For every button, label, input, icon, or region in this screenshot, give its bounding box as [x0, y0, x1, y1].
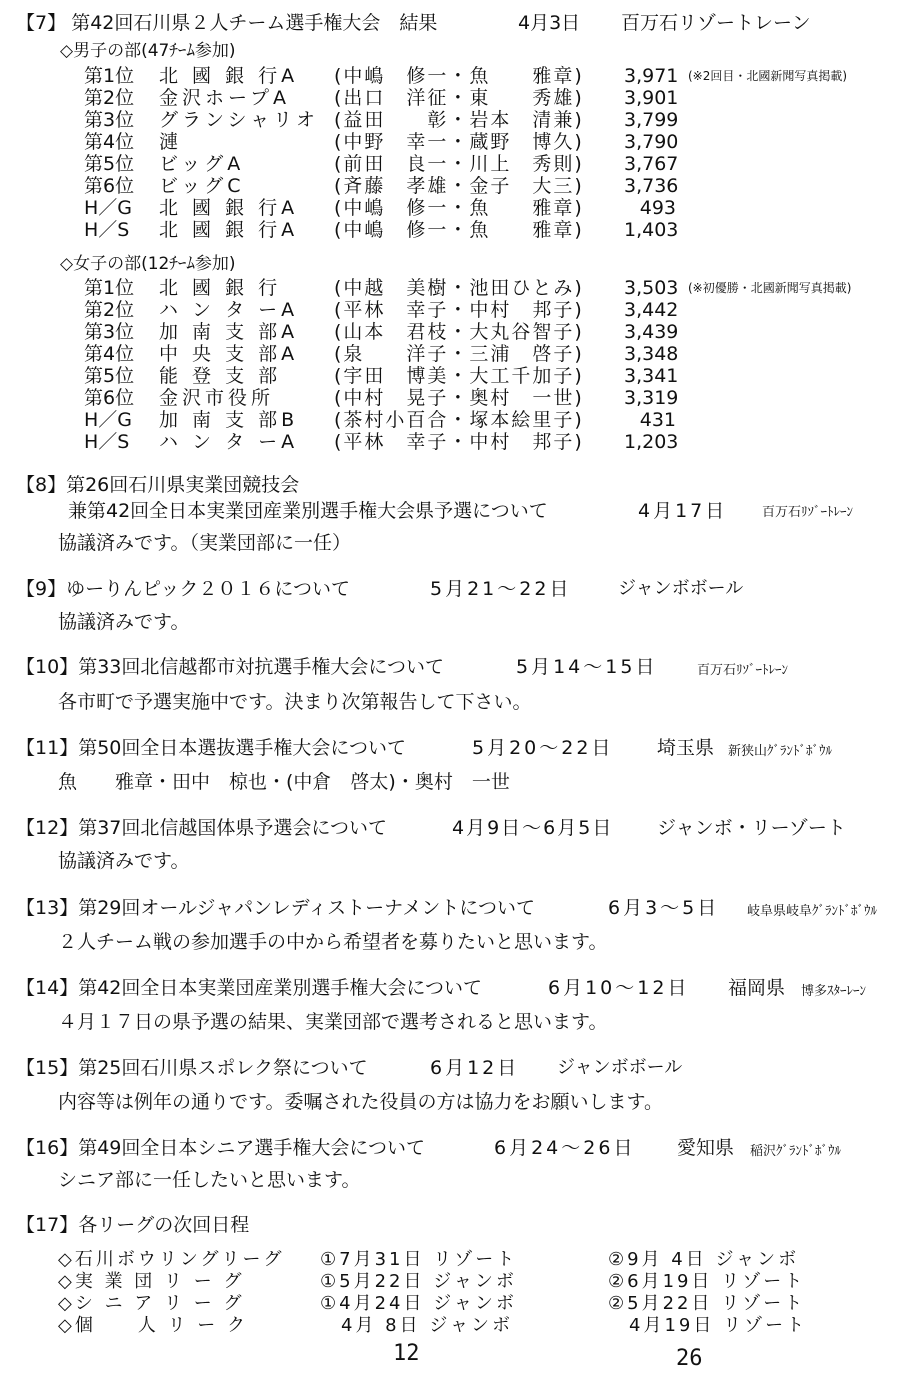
result-players: (益田 彰・岩本 清兼): [334, 109, 584, 131]
section-10-number: 【10】: [16, 656, 79, 678]
section-14-body: ４月１７日の県予選の結果、実業団部で選考されると思います。: [58, 1011, 608, 1033]
section-7-venue: 百万石リゾートレーン: [621, 12, 811, 34]
result-players: (出口 洋征・東 秀雄): [334, 87, 584, 109]
section-16-date: 6月24～26日: [494, 1137, 636, 1159]
section-8: [16, 474, 299, 496]
result-players: (平林 幸子・中村 邦子): [334, 299, 584, 321]
section-17: [16, 1214, 249, 1236]
league-second-date: ②6月19日 リゾート: [608, 1271, 806, 1292]
result-team: 金沢市役所: [159, 387, 275, 409]
result-score: 3,439: [624, 321, 679, 343]
section-7-title: 第42回石川県２人チーム選手権大会 結果: [71, 12, 438, 34]
section-13: [16, 897, 535, 919]
section-14-venue: 博多ｽﾀｰﾚｰﾝ: [801, 984, 867, 999]
page-number-right: 26: [676, 1346, 703, 1371]
result-score: 3,442: [624, 299, 679, 321]
section-11-number: 【11】: [16, 737, 79, 759]
result-players: (斉藤 孝雄・金子 大三): [334, 175, 584, 197]
result-score: 3,971: [624, 65, 679, 87]
result-score: 3,799: [624, 109, 679, 131]
section-10-venue: 百万石ﾘｿﾞｰﾄﾚｰﾝ: [697, 663, 789, 678]
section-11: [16, 737, 406, 759]
section-12-title: 第37回北信越国体県予選会について: [78, 817, 387, 839]
section-16-number: 【16】: [16, 1137, 79, 1159]
result-score: 1,403: [624, 219, 679, 241]
page-number-left: 12: [393, 1341, 420, 1366]
section-15-number: 【15】: [16, 1057, 79, 1079]
result-rank: H／S: [84, 431, 130, 453]
result-team: 北 國 銀 行A: [159, 197, 299, 219]
league-first-date: ①5月22日 ジャンボ: [320, 1271, 517, 1292]
result-players: (前田 良一・川上 秀則): [334, 153, 584, 175]
result-rank: 第2位: [84, 87, 135, 109]
section-12-date: 4月9日～6月5日: [452, 817, 614, 839]
section-16-title: 第49回全日本シニア選手権大会について: [78, 1137, 425, 1159]
result-team: 北 國 銀 行A: [159, 65, 299, 87]
section-17-title: 各リーグの次回日程: [78, 1214, 250, 1236]
result-rank: 第4位: [84, 343, 135, 365]
section-8-date: 4月17日: [638, 500, 728, 522]
result-players: (平林 幸子・中村 邦子): [334, 431, 584, 453]
section-11-date: 5月20～22日: [472, 737, 614, 759]
league-name: ◇実 業 団 リ ー グ: [58, 1271, 245, 1292]
section-16: [16, 1137, 425, 1159]
section-16-venue: 稲沢ｸﾞﾗﾝﾄﾞﾎﾞｳﾙ: [750, 1144, 842, 1159]
result-score: 431: [639, 409, 676, 431]
section-14-pref: 福岡県: [728, 977, 786, 999]
league-second-date: ②9月 4日 ジャンボ: [608, 1249, 800, 1270]
section-15-body: 内容等は例年の通りです。委嘱された役員の方は協力をお願いします。: [58, 1091, 663, 1113]
section-10-date: 5月14～15日: [516, 656, 658, 678]
section-13-number: 【13】: [16, 897, 79, 919]
section-14: [16, 977, 482, 999]
section-14-title: 第42回全日本実業団産業別選手権大会について: [78, 977, 482, 999]
section-9: [16, 578, 350, 600]
result-team: 金沢ホープA: [159, 87, 291, 109]
result-players: (茶村小百合・塚本絵里子): [334, 409, 584, 431]
result-players: (中嶋 修一・魚 雅章): [334, 219, 584, 241]
section-13-date: 6月3～5日: [608, 897, 720, 919]
section-12-number: 【12】: [16, 817, 79, 839]
league-name: ◇シ ニ ア リ ー グ: [58, 1293, 245, 1314]
section-11-pref: 埼玉県: [657, 737, 715, 759]
section-15: [16, 1057, 368, 1079]
league-first-date: 4月 8日 ジャンボ: [320, 1315, 513, 1336]
section-12-body: 協議済みです。: [58, 850, 190, 872]
league-first-date: ①7月31日 リゾート: [320, 1249, 518, 1270]
section-13-title: 第29回オールジャパンレディストーナメントについて: [78, 897, 535, 919]
result-team: 北 國 銀 行: [159, 277, 282, 299]
result-score: 3,790: [624, 131, 679, 153]
result-rank: 第4位: [84, 131, 135, 153]
section-8-number: 【8】: [16, 474, 67, 496]
result-team: ハ ン タ ーA: [159, 431, 299, 453]
result-score: 3,503: [624, 277, 679, 299]
result-score: 3,341: [624, 365, 679, 387]
section-11-title: 第50回全日本選抜選手権大会について: [78, 737, 406, 759]
section-7-date: 4月3日: [518, 12, 581, 34]
section-10-title: 第33回北信越都市対抗選手権大会について: [78, 656, 444, 678]
section-10: [16, 656, 444, 678]
result-score: 3,767: [624, 153, 679, 175]
result-score: 3,319: [624, 387, 679, 409]
result-rank: 第6位: [84, 387, 135, 409]
result-team: ビッグA: [159, 153, 245, 175]
women-header: ◇女子の部(12ﾁｰﾑ参加): [60, 254, 236, 274]
section-11-body: 魚 雅章・田中 椋也・(中倉 啓太)・奥村 一世: [58, 771, 510, 793]
result-rank: 第3位: [84, 321, 135, 343]
result-score: 493: [639, 197, 676, 219]
section-8-venue: 百万石ﾘｿﾞｰﾄﾚｰﾝ: [762, 505, 854, 520]
result-rank: 第5位: [84, 153, 135, 175]
result-rank: H／S: [84, 219, 130, 241]
result-team: 中 央 支 部A: [159, 343, 299, 365]
section-10-body: 各市町で予選実施中です。決まり次第報告して下さい。: [58, 691, 532, 713]
result-team: 北 國 銀 行A: [159, 219, 299, 241]
league-second-date: 4月19日 リゾート: [608, 1315, 808, 1336]
section-9-number: 【9】: [16, 578, 67, 600]
result-score: 3,736: [624, 175, 679, 197]
section-7-number: 【7】: [16, 12, 67, 34]
result-team: 能 登 支 部: [159, 365, 282, 387]
result-score: 3,901: [624, 87, 679, 109]
section-9-date: 5月21～22日: [430, 578, 572, 600]
result-players: (中嶋 修一・魚 雅章): [334, 197, 584, 219]
result-rank: 第1位: [84, 65, 135, 87]
section-12: [16, 817, 387, 839]
result-rank: 第5位: [84, 365, 135, 387]
section-12-venue: ジャンボ・リーゾート: [657, 817, 846, 839]
section-11-venue: 新狭山ｸﾞﾗﾝﾄﾞﾎﾞｳﾙ: [728, 744, 833, 759]
section-9-venue: ジャンボボール: [618, 578, 744, 599]
result-players: (中越 美樹・池田ひとみ): [334, 277, 584, 299]
section-8-title: 第26回石川県実業団競技会: [66, 474, 300, 496]
league-first-date: ①4月24日 ジャンボ: [320, 1293, 517, 1314]
result-players: (中嶋 修一・魚 雅章): [334, 65, 584, 87]
result-players: (宇田 博美・大工千加子): [334, 365, 584, 387]
result-team: 加 南 支 部A: [159, 321, 299, 343]
league-name: ◇個 人 リ ー ク: [58, 1315, 249, 1336]
result-team: グランシャリオ: [159, 109, 319, 131]
result-score: 1,203: [624, 431, 679, 453]
men-header: ◇男子の部(47ﾁｰﾑ参加): [60, 41, 236, 61]
result-team: 加 南 支 部B: [159, 409, 299, 431]
result-rank: 第6位: [84, 175, 135, 197]
result-team: ビッグC: [159, 175, 245, 197]
section-13-venue: 岐阜県岐阜ｸﾞﾗﾝﾄﾞﾎﾞｳﾙ: [747, 904, 878, 919]
result-players: (中村 晃子・奥村 一世): [334, 387, 584, 409]
section-15-date: 6月12日: [430, 1057, 520, 1079]
result-team: ハ ン タ ーA: [159, 299, 299, 321]
section-16-body: シニア部に一任したいと思います。: [58, 1169, 361, 1191]
result-note: (※初優勝・北國新聞写真掲載): [688, 281, 852, 295]
result-players: (山本 君枝・大丸谷智子): [334, 321, 584, 343]
result-score: 3,348: [624, 343, 679, 365]
section-17-number: 【17】: [16, 1214, 79, 1236]
section-15-title: 第25回石川県スポレク祭について: [78, 1057, 368, 1079]
result-note: (※2回目・北國新聞写真掲載): [688, 69, 848, 83]
section-16-pref: 愛知県: [677, 1137, 735, 1159]
result-rank: 第3位: [84, 109, 135, 131]
league-second-date: ②5月22日 リゾート: [608, 1293, 806, 1314]
result-players: (泉 洋子・三浦 啓子): [334, 343, 584, 365]
section-9-title: ゆーりんピック２０１６について: [66, 578, 350, 600]
section-9-body: 協議済みです。: [58, 611, 190, 633]
result-players: (中野 幸一・蔵野 博久): [334, 131, 584, 153]
section-8-subtitle: 兼第42回全日本実業団産業別選手権大会県予選について: [68, 500, 548, 522]
section-14-date: 6月10～12日: [548, 977, 690, 999]
result-team: 漣: [159, 131, 183, 153]
section-7: [16, 8, 811, 35]
section-8-body: 協議済みです。（実業団部に一任）: [58, 532, 351, 554]
result-rank: H／G: [84, 197, 133, 219]
result-rank: 第2位: [84, 299, 135, 321]
section-13-body: ２人チーム戦の参加選手の中から希望者を募りたいと思います。: [58, 931, 608, 953]
section-15-venue: ジャンボボール: [557, 1057, 683, 1078]
result-rank: H／G: [84, 409, 133, 431]
league-name: ◇石川ボウリングリーグ: [58, 1249, 285, 1270]
result-rank: 第1位: [84, 277, 135, 299]
section-14-number: 【14】: [16, 977, 79, 999]
